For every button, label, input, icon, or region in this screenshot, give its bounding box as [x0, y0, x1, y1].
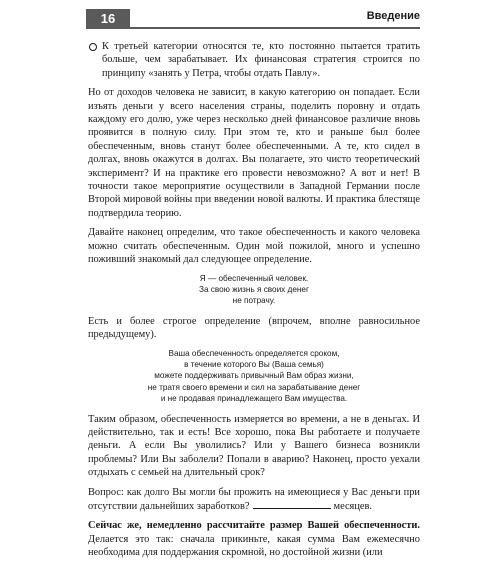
quote-line: не потрачу. [232, 296, 276, 306]
definition-quote-2 [88, 348, 420, 405]
quote-line: и не продавая принадлежащего Вам имущества. [160, 394, 348, 404]
months-label: месяцев. [333, 501, 373, 512]
circle-bullet-icon [89, 43, 97, 51]
section-title: Введение [366, 10, 420, 22]
quote-line: Ваша обеспеченность определяется сроком, [168, 348, 340, 358]
paragraph-6 [88, 519, 420, 559]
bold-instruction: Сейчас же, немедленно рассчитайте размер Вашей обеспеченности. [88, 520, 420, 532]
bullet-text: К третьей категории относятся те, кто постоянно пытается тратить больше, чем зарабатывает. Их финансовая стратегия строится по принципу «занять у Петра, чтобы отдать Павлу». [102, 41, 420, 79]
paragraph-2: Давайте наконец определим, что такое обеспеченность и какого человека можно считать обеспеченным. Один мой пожилой, много и успешно поживший знакомый дал следующее определение. [88, 227, 420, 266]
page-header [0, 0, 500, 30]
answer-blank [253, 499, 331, 509]
quote-line: можете поддерживать привычный Вам образ жизни, [154, 371, 354, 381]
paragraph-4: Таким образом, обеспеченность измеряется во времени, а не в деньгах. И действительно, так и есть! Все хорошо, пока Вы работаете и получаете деньги. А если Вы уволились? Или у Вашего бизнеса возникли проблемы? Или Вы заболели? Попали в аварию? Наконец, просто уехали отдыхать с семьей на длительный срок? [88, 413, 420, 479]
instruction-text: Делается это так: сначала прикиньте, какая сумма Вам ежемесячно необходима для поддержания скромной, но достойной жизни (или [88, 533, 420, 559]
header-rule [130, 27, 420, 29]
question-text: Вопрос: как долго Вы могли бы прожить на имеющиеся у Вас деньги при отсутствии дальнейших заработков? [88, 486, 420, 512]
page-number: 16 [86, 9, 130, 29]
quote-line: не тратя своего времени и сил на зарабатывание денег [147, 382, 361, 392]
definition-quote-1 [88, 273, 420, 307]
bullet-item [88, 40, 420, 80]
quote-line: в течение которого Вы (Ваша семья) [184, 359, 324, 369]
paragraph-3: Есть и более строгое определение (впрочем, вполне равносильное предыдущему). [88, 315, 420, 341]
quote-line: Я — обеспеченный человек. [199, 273, 309, 283]
page-content [88, 40, 420, 566]
paragraph-1: Но от доходов человека не зависит, в какую категорию он попадает. Если изъять деньги у всего населения страны, поделить поровну и отдать каждому его долю, уже через несколько дней финансовое различие вновь проявится в полную силу. При этом те, кто и раньше был более обеспеченным, вновь станут более обеспеченными. А те, кто сидел в долгах, вновь окажутся в долгах. Вы полагаете, это чисто теоретический эксперимент? И на практике его провести невозможно? А вот и нет! В точности такое мероприятие осуществили в Западной Германии после Второй мировой войны при введении новой валюты. И практика блестяще подтвердила теорию. [88, 87, 420, 219]
quote-line: За свою жизнь я своих денег [199, 284, 309, 294]
